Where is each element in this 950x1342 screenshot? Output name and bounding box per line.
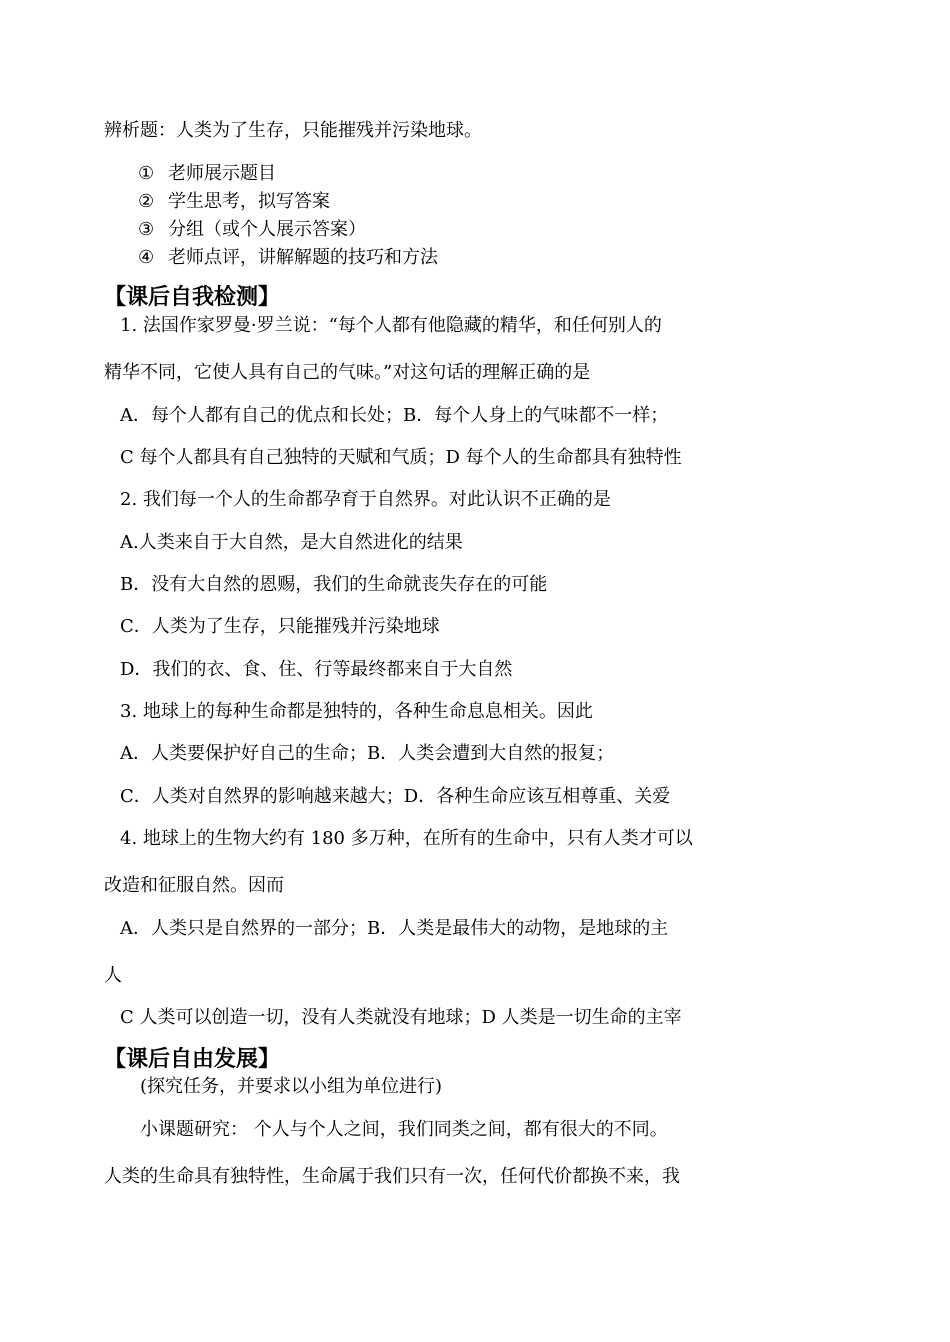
step-text: 老师点评，讲解解题的技巧和方法: [168, 247, 438, 268]
question-line: 4. 地球上的生物大约有 180 多万种，在所有的生命中，只有人类才可以: [120, 828, 693, 849]
option-line: A．人类只是自然界的一部分；B．人类是最伟大的动物，是地球的主: [120, 918, 669, 939]
option-line: A．每个人都有自己的优点和长处；B．每个人身上的气味都不一样；: [120, 405, 669, 426]
question-line: 2. 我们每一个人的生命都孕育于自然界。对此认识不正确的是: [120, 489, 611, 510]
option-line: A.人类来自于大自然，是大自然进化的结果: [120, 532, 463, 553]
option-line: C 每个人都具有自己独特的天赋和气质；D 每个人的生命都具有独特性: [120, 447, 682, 468]
option-line: C．人类为了生存，只能摧残并污染地球: [120, 616, 440, 637]
intro-question: 辨析题：人类为了生存，只能摧残并污染地球。: [104, 120, 482, 141]
step-number: ①: [138, 163, 155, 184]
question-line: 改造和征服自然。因而: [104, 875, 284, 896]
step-number: ④: [138, 247, 155, 268]
option-line: B．没有大自然的恩赐，我们的生命就丧失存在的可能: [120, 574, 548, 595]
step-text: 老师展示题目: [168, 163, 276, 184]
option-line: 人: [104, 965, 122, 986]
body-paragraph-line: 人类的生命具有独特性，生命属于我们只有一次，任何代价都换不来，我: [104, 1166, 680, 1187]
option-line: A．人类要保护好自己的生命；B．人类会遭到大自然的报复；: [120, 743, 615, 764]
teaching-step: [138, 160, 438, 188]
question-line: 3. 地球上的每种生命都是独特的，各种生命息息相关。因此: [120, 701, 593, 722]
step-text: 分组（或个人展示答案）: [168, 219, 366, 240]
step-number: ②: [138, 191, 155, 212]
teaching-steps-list: [138, 160, 438, 272]
section-heading-self-check: 【课后自我检测】: [104, 285, 281, 310]
body-paragraph-line: 小课题研究： 个人与个人之间，我们同类之间，都有很大的不同。: [140, 1119, 668, 1140]
step-number: ③: [138, 219, 155, 240]
teaching-step: [138, 216, 438, 244]
question-line: 1. 法国作家罗曼·罗兰说：“每个人都有他隐藏的精华，和任何别人的: [120, 315, 662, 336]
teaching-step: [138, 188, 438, 216]
option-line: C．人类对自然界的影响越来越大；D．各种生命应该互相尊重、关爱: [120, 786, 671, 807]
option-line: C 人类可以创造一切，没有人类就没有地球；D 人类是一切生命的主宰: [120, 1007, 682, 1028]
section-heading-free-development: 【课后自由发展】: [104, 1047, 281, 1072]
teaching-step: [138, 244, 438, 272]
task-note: (探究任务，并要求以小组为单位进行): [140, 1076, 443, 1097]
question-line: 精华不同，它使人具有自己的气味。”对这句话的理解正确的是: [104, 362, 591, 383]
step-text: 学生思考，拟写答案: [168, 191, 330, 212]
option-line: D．我们的衣、食、住、行等最终都来自于大自然: [120, 659, 513, 680]
